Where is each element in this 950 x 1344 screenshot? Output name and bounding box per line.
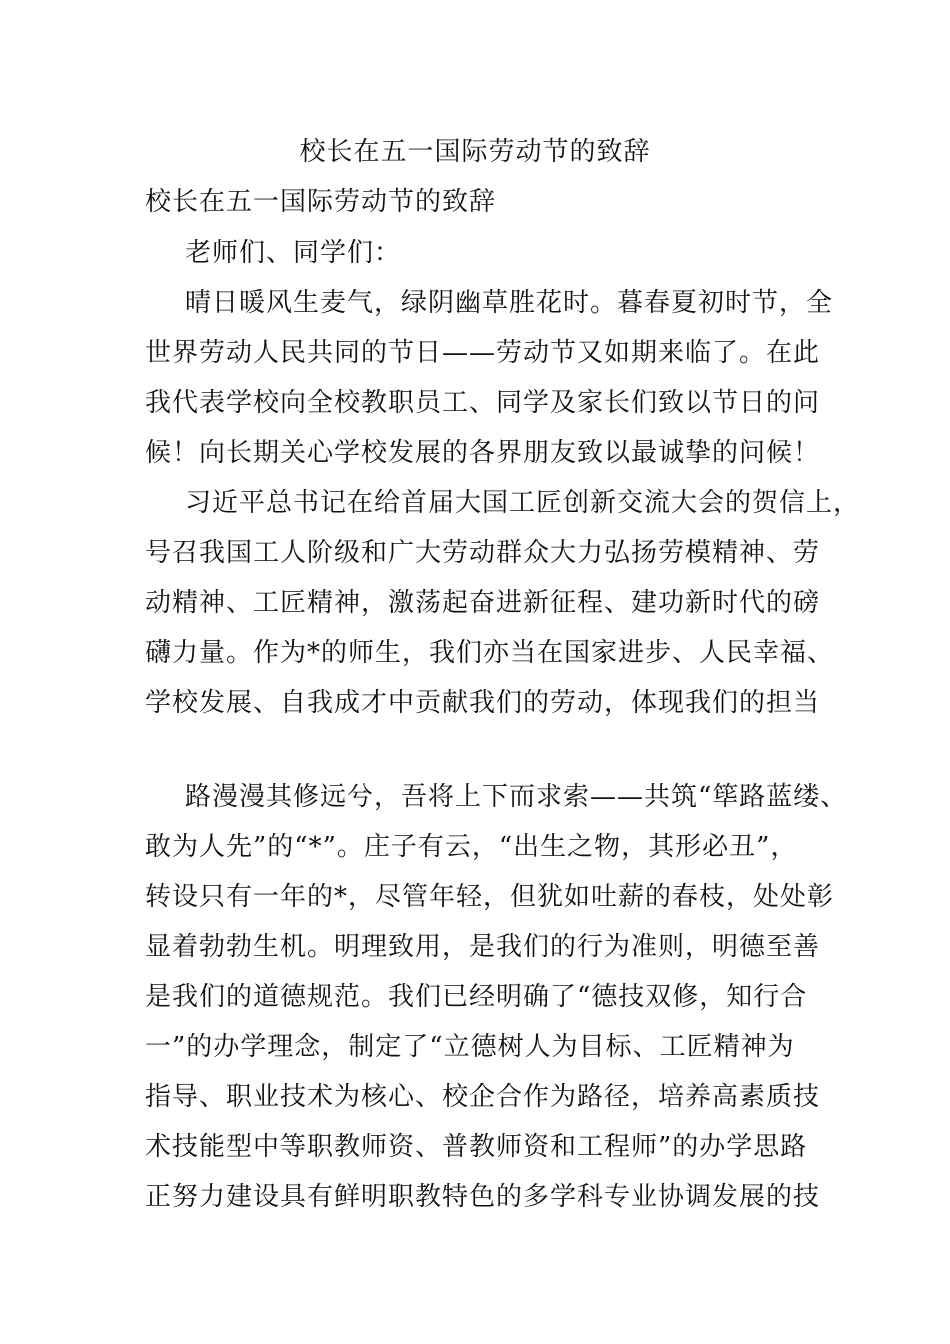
paragraph-line: 学校发展、自我成才中贡献我们的劳动，体现我们的担当 xyxy=(145,688,821,718)
paragraph-line: 习近平总书记在给首届大国工匠创新交流大会的贺信上， xyxy=(185,488,861,518)
paragraph-line: 动精神、工匠精神，激荡起奋进新征程、建功新时代的磅 xyxy=(145,588,821,618)
paragraph-line: 候！向长期关心学校发展的各界朋友致以最诚挚的问候！ xyxy=(145,438,821,468)
paragraph-line: 世界劳动人民共同的节日——劳动节又如期来临了。在此 xyxy=(145,338,821,368)
paragraph-line: 一”的办学理念，制定了“立德树人为目标、工匠精神为 xyxy=(145,1032,795,1062)
paragraph-line: 路漫漫其修远兮，吾将上下而求索——共筑“筚路蓝缕、 xyxy=(185,782,848,812)
document-title: 校长在五一国际劳动节的致辞 xyxy=(299,137,651,167)
paragraph-line: 显着勃勃生机。明理致用，是我们的行为准则，明德至善 xyxy=(145,932,821,962)
paragraph-line: 指导、职业技术为核心、校企合作为路径，培养高素质技 xyxy=(145,1082,821,1112)
paragraph-line: 转设只有一年的*，尽管年轻，但犹如吐薪的春枝，处处彰 xyxy=(145,882,835,912)
paragraph-line: 晴日暖风生麦气，绿阴幽草胜花时。暮春夏初时节，全 xyxy=(185,288,834,318)
subtitle-line: 校长在五一国际劳动节的致辞 xyxy=(145,187,497,217)
paragraph-line: 礴力量。作为*的师生，我们亦当在国家进步、人民幸福、 xyxy=(145,638,835,668)
paragraph-line: 号召我国工人阶级和广大劳动群众大力弘扬劳模精神、劳 xyxy=(145,538,821,568)
paragraph-line: 敢为人先”的“*”。庄子有云，“出生之物，其形必丑”， xyxy=(145,832,798,862)
paragraph-line: 术技能型中等职教师资、普教师资和工程师”的办学思路 xyxy=(145,1132,808,1162)
paragraph-line: 我代表学校向全校教职员工、同学及家长们致以节日的问 xyxy=(145,388,821,418)
paragraph-line: 正努力建设具有鲜明职教特色的多学科专业协调发展的技 xyxy=(145,1182,821,1212)
paragraph-line: 是我们的道德规范。我们已经明确了“德技双修，知行合 xyxy=(145,982,808,1012)
salutation-line: 老师们、同学们： xyxy=(185,238,402,268)
